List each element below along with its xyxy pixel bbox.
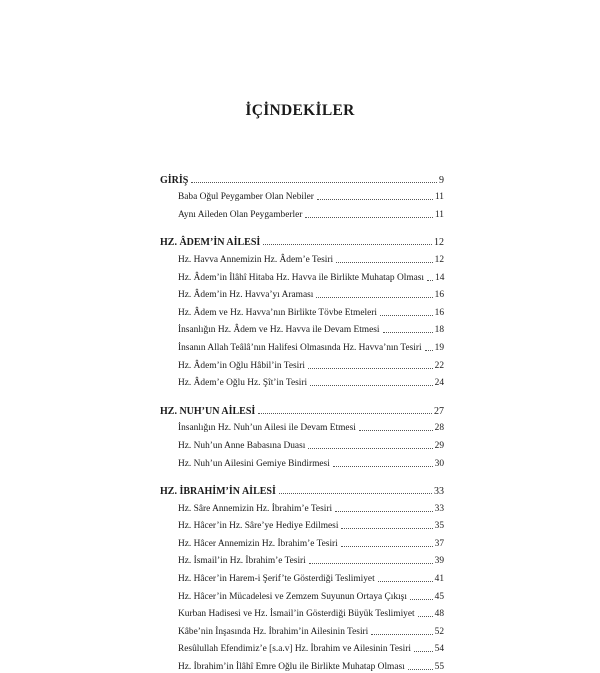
toc-entry-label: Aynı Aileden Olan Peygamberler xyxy=(178,209,303,220)
toc-entry-page-number: 33 xyxy=(434,503,444,514)
toc-chapter-page-number: 9 xyxy=(439,174,444,186)
toc-chapter-label: HZ. NUH’UN AİLESİ xyxy=(160,405,256,417)
dot-leader xyxy=(359,430,433,431)
dot-leader xyxy=(341,546,433,547)
toc-chapter-page-number: 12 xyxy=(434,237,444,249)
toc-entry[interactable] xyxy=(160,638,444,656)
toc-chapter-label: HZ. İBRAHİM’İN AİLESİ xyxy=(160,486,276,498)
toc-entry[interactable] xyxy=(160,186,444,204)
toc-entry[interactable] xyxy=(160,354,444,372)
toc-entry-label: Hz. Sâre Annemizin Hz. İbrahim’e Tesiri xyxy=(178,503,333,514)
dot-leader xyxy=(317,199,433,200)
dot-leader xyxy=(418,616,433,617)
toc-entry-label: Hz. Hâcer’in Mücadelesi ve Zemzem Suyunun Ortaya Çıkışı xyxy=(178,591,407,602)
toc-chapter[interactable] xyxy=(160,480,444,498)
toc-entry[interactable] xyxy=(160,532,444,550)
dot-leader xyxy=(316,297,432,298)
toc-entry-label: Resûlullah Efendimiz’e [s.a.v] Hz. İbrahim ve Ailesinin Tesiri xyxy=(178,644,411,655)
toc-entry[interactable] xyxy=(160,515,444,533)
toc-entry-page-number: 30 xyxy=(434,458,444,469)
dot-leader xyxy=(380,315,433,316)
toc-entry[interactable] xyxy=(160,248,444,266)
toc-entry[interactable] xyxy=(160,655,444,673)
toc-entry-page-number: 39 xyxy=(434,556,444,567)
toc-entry[interactable] xyxy=(160,497,444,515)
toc-entry-label: Kurban Hadisesi ve Hz. İsmail’in Gösterdiği Büyük Teslimiyet xyxy=(178,609,415,620)
toc-entry-label: Hz. Hâcer’in Hz. Sâre’ye Hediye Edilmesi xyxy=(178,521,339,532)
dot-leader xyxy=(414,651,433,652)
toc-entry-label: Hz. Âdem’in Oğlu Hâbil’in Tesiri xyxy=(178,360,306,371)
toc-entry[interactable] xyxy=(160,336,444,354)
toc-entry-page-number: 54 xyxy=(434,644,444,655)
dot-leader xyxy=(427,280,433,281)
toc-entry[interactable] xyxy=(160,585,444,603)
toc-entry-page-number: 35 xyxy=(434,521,444,532)
toc-entry-label: İnsanlığın Hz. Nuh’un Ailesi ile Devam Etmesi xyxy=(178,423,356,434)
dot-leader xyxy=(408,669,433,670)
section-gap xyxy=(160,389,444,399)
dot-leader xyxy=(371,634,432,635)
toc-entry-page-number: 16 xyxy=(434,307,444,318)
toc-chapter[interactable] xyxy=(160,231,444,249)
page-title: İÇİNDEKİLER xyxy=(245,102,355,119)
dot-leader xyxy=(383,332,433,333)
dot-leader xyxy=(258,413,432,414)
section-gap xyxy=(160,470,444,480)
toc-entry-page-number: 16 xyxy=(434,290,444,301)
toc-entry-label: Hz. Âdem’in Hz. Havva’yı Araması xyxy=(178,290,314,301)
toc-chapter-label: HZ. ÂDEM’İN AİLESİ xyxy=(160,237,261,249)
toc-entry-label: İnsanın Allah Teâlâ’nın Halifesi Olmasında Hz. Havva’nın Tesiri xyxy=(178,342,422,353)
toc-entry[interactable] xyxy=(160,434,444,452)
toc-entry-label: Hz. Âdem ve Hz. Havva’nın Birlikte Tövbe Etmeleri xyxy=(178,307,377,318)
dot-leader xyxy=(191,182,437,183)
toc-chapter-page-number: 33 xyxy=(434,486,444,498)
toc-entry-label: Hz. İsmail’in Hz. İbrahim’e Tesiri xyxy=(178,556,306,567)
toc-entry-label: Hz. Hâcer Annemizin Hz. İbrahim’e Tesiri xyxy=(178,538,338,549)
dot-leader xyxy=(341,528,432,529)
toc-entry-page-number: 41 xyxy=(434,574,444,585)
section-gap xyxy=(160,221,444,231)
dot-leader xyxy=(425,350,433,351)
toc-entry-label: Kâbe’nin İnşasında Hz. İbrahim’in Ailesinin Tesiri xyxy=(178,626,369,637)
toc-entry-page-number: 48 xyxy=(434,609,444,620)
toc-entry-label: İnsanlığın Hz. Âdem ve Hz. Havva ile Devam Etmesi xyxy=(178,325,380,336)
dot-leader xyxy=(335,511,433,512)
toc-chapter-page-number: 27 xyxy=(434,405,444,417)
toc-entry-page-number: 37 xyxy=(434,538,444,549)
dot-leader xyxy=(309,563,433,564)
toc-entry[interactable] xyxy=(160,301,444,319)
toc-entry-page-number: 52 xyxy=(434,626,444,637)
toc-chapter-label: GİRİŞ xyxy=(160,174,189,186)
toc-entry-page-number: 18 xyxy=(434,325,444,336)
dot-leader xyxy=(378,581,433,582)
dot-leader xyxy=(305,217,433,218)
toc-entry-page-number: 14 xyxy=(435,272,445,283)
toc-entry[interactable] xyxy=(160,266,444,284)
dot-leader xyxy=(336,262,433,263)
toc-entry[interactable] xyxy=(160,417,444,435)
toc-entry[interactable] xyxy=(160,620,444,638)
dot-leader xyxy=(279,493,432,494)
toc-entry-page-number: 19 xyxy=(434,342,444,353)
toc-entry-page-number: 11 xyxy=(434,209,444,220)
toc-entry-label: Hz. Âdem’e Oğlu Hz. Şît’in Tesiri xyxy=(178,378,308,389)
toc-entry-page-number: 29 xyxy=(434,440,444,451)
toc-entry-page-number: 12 xyxy=(434,254,444,265)
toc-entry[interactable] xyxy=(160,603,444,621)
toc-entry-label: Hz. Âdem’in İlâhî Hitaba Hz. Havva ile Birlikte Muhatap Olması xyxy=(178,272,425,283)
toc-entry-page-number: 55 xyxy=(434,662,444,673)
toc-entry[interactable] xyxy=(160,567,444,585)
table-of-contents xyxy=(160,168,444,673)
dot-leader xyxy=(308,368,433,369)
toc-entry-page-number: 24 xyxy=(434,378,444,389)
toc-entry[interactable] xyxy=(160,203,444,221)
dot-leader xyxy=(263,244,432,245)
toc-entry[interactable] xyxy=(160,319,444,337)
toc-chapter[interactable] xyxy=(160,399,444,417)
dot-leader xyxy=(310,385,433,386)
toc-entry-label: Hz. İbrahim’in İlâhî Emre Oğlu ile Birlikte Muhatap Olması xyxy=(178,662,405,673)
toc-entry[interactable] xyxy=(160,452,444,470)
toc-entry[interactable] xyxy=(160,372,444,390)
toc-entry-label: Hz. Nuh’un Ailesini Gemiye Bindirmesi xyxy=(178,458,330,469)
toc-chapter[interactable] xyxy=(160,168,444,186)
dot-leader xyxy=(308,448,432,449)
toc-entry-label: Baba Oğul Peygamber Olan Nebiler xyxy=(178,192,314,203)
toc-entry-page-number: 22 xyxy=(434,360,444,371)
toc-entry-label: Hz. Havva Annemizin Hz. Âdem’e Tesiri xyxy=(178,254,334,265)
toc-entry-page-number: 28 xyxy=(434,423,444,434)
toc-entry-page-number: 45 xyxy=(434,591,444,602)
toc-entry-label: Hz. Hâcer’in Harem-i Şerif’te Gösterdiği Teslimiyet xyxy=(178,574,375,585)
toc-entry[interactable] xyxy=(160,550,444,568)
toc-entry[interactable] xyxy=(160,284,444,302)
toc-entry-page-number: 11 xyxy=(434,192,444,203)
toc-entry-label: Hz. Nuh’un Anne Babasına Duası xyxy=(178,440,306,451)
dot-leader xyxy=(333,466,433,467)
